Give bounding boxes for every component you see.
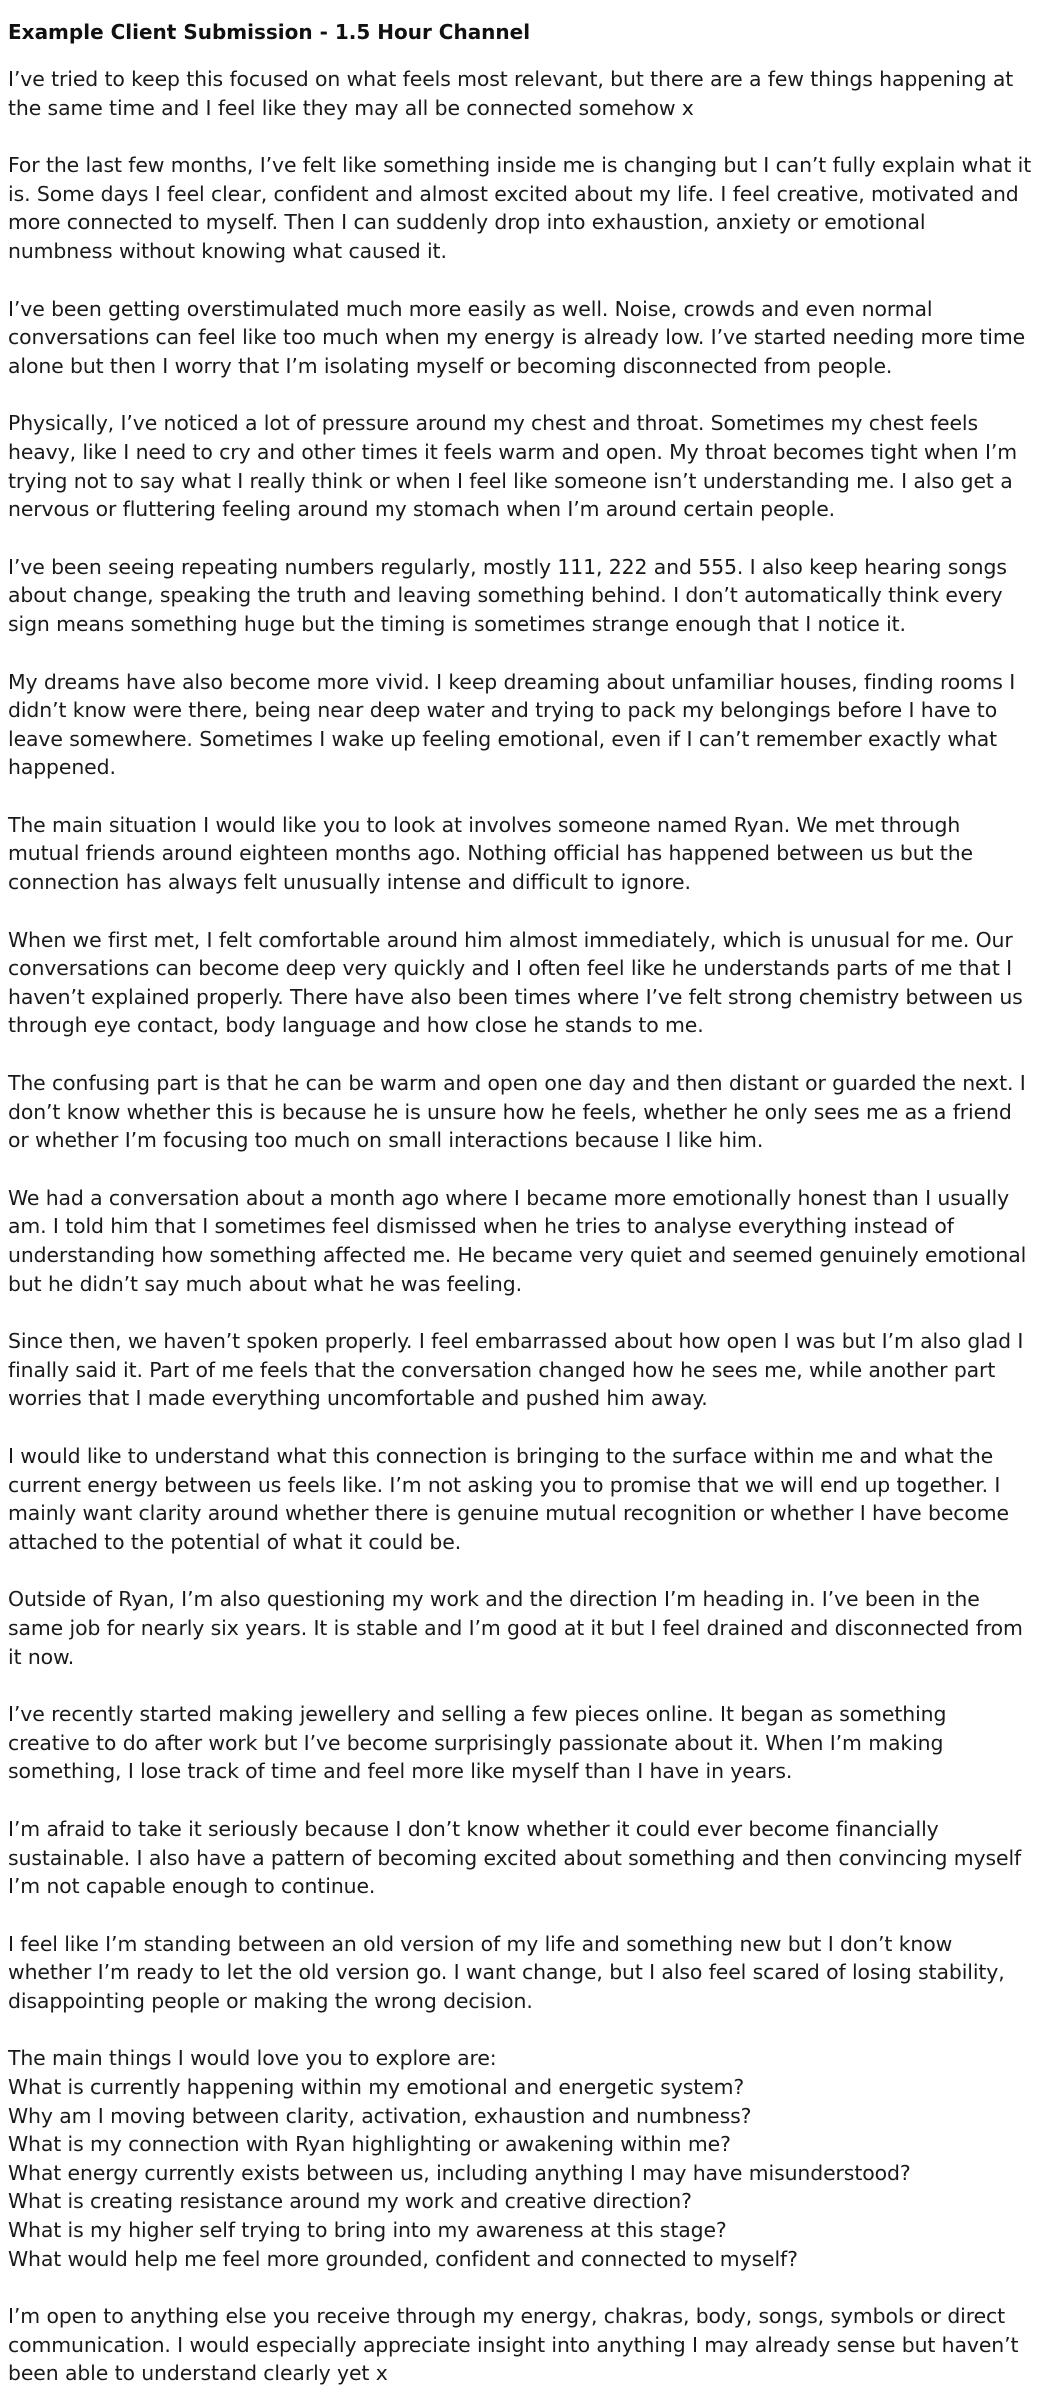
question-item: What would help me feel more grounded, confident and connected to myself?: [8, 2246, 798, 2271]
paragraph: I’ve been getting overstimulated much more easily as well. Noise, crowds and even normal conversations can feel like too much when my energy is already low. I’ve started needing more time alone but then I worry that I’m isolating myself or becoming disconnected from people.: [8, 296, 1026, 378]
question-item: What is currently happening within my emotional and energetic system?: [8, 2075, 745, 2100]
paragraph: I would like to understand what this connection is bringing to the surface within me and what the current energy between us feels like. I’m not asking you to promise that we will end up together. I mainly want clarity around whether there is genuine mutual recognition or whether I have become attached to the potential of what it could be.: [8, 1443, 1009, 1554]
paragraph: I’ve tried to keep this focused on what feels most relevant, but there are a few things happening at the same time and I feel like they may all be connected somehow x: [8, 67, 1014, 120]
questions-intro: The main things I would love you to explore are:: [8, 2046, 497, 2071]
paragraph: I feel like I’m standing between an old version of my life and something new but I don’t know whether I’m ready to let the old version go. I want change, but I also feel scared of losing stability, disappointing people or making the wrong decision.: [8, 1931, 1005, 2013]
paragraph: Outside of Ryan, I’m also questioning my work and the direction I’m heading in. I’ve been in the same job for nearly six years. It is stable and I’m good at it but I feel drained and disconnected from it now.: [8, 1587, 1023, 1669]
paragraph: The confusing part is that he can be warm and open one day and then distant or guarded the next. I don’t know whether this is because he is unsure how he feels, whether he only sees me as a friend or whether I’m focusing too much on small interactions because I like him.: [8, 1071, 1026, 1153]
paragraph: I’m afraid to take it seriously because I don’t know whether it could ever become financially sustainable. I also have a pattern of becoming excited about something and then convincing myself I’m not capable enough to continue.: [8, 1816, 1022, 1899]
paragraph: I’ve been seeing repeating numbers regularly, mostly 111, 222 and 555. I also keep hearing songs about change, speaking the truth and leaving something behind. I don’t automatically think every sign means something huge but the timing is sometimes strange enough that I notice it.: [8, 554, 1007, 636]
paragraph: The main situation I would like you to look at involves someone named Ryan. We met through mutual friends around eighteen months ago. Nothing official has happened between us but the connection has always felt unusually intense and difficult to ignore.: [8, 812, 973, 895]
question-item: What energy currently exists between us, including anything I may have misunderstood?: [8, 2160, 911, 2185]
paragraph: My dreams have also become more vivid. I keep dreaming about unfamiliar houses, finding rooms I didn’t know were there, being near deep water and trying to pack my belongings before I have to leave somewhere. Sometimes I wake up feeling emotional, even if I can’t remember exactly what happened.: [8, 669, 1016, 780]
closing-paragraph: I’m open to anything else you receive through my energy, chakras, body, songs, symbols or direct communication. I would especially appreciate insight into anything I may already sense but haven’t been able to understand clearly yet x: [8, 2304, 1019, 2386]
paragraph: We had a conversation about a month ago where I became more emotionally honest than I usually am. I told him that I sometimes feel dismissed when he tries to analyse everything instead of understanding how something affected me. He became very quiet and seemed genuinely emotional but he didn’t say much about what he was feeling.: [8, 1185, 1027, 1296]
document-title: Example Client Submission - 1.5 Hour Channel: [8, 20, 531, 44]
paragraph: When we first met, I felt comfortable around him almost immediately, which is unusual for me. Our conversations can become deep very quickly and I often feel like he understands parts of me that I haven’t explained properly. There have also been times where I’ve felt strong chemistry between us through eye contact, body language and how close he stands to me.: [8, 927, 1023, 1038]
paragraph: For the last few months, I’ve felt like something inside me is changing but I can’t fully explain what it is. Some days I feel clear, confident and almost excited about my life. I feel creative, motivated and more connected to myself. Then I can suddenly drop into exhaustion, anxiety or emotional numbness without knowing what caused it.: [8, 153, 1032, 263]
question-item: What is my connection with Ryan highlighting or awakening within me?: [8, 2132, 731, 2157]
question-item: Why am I moving between clarity, activation, exhaustion and numbness?: [8, 2103, 752, 2128]
question-item: What is creating resistance around my work and creative direction?: [8, 2189, 692, 2214]
question-item: What is my higher self trying to bring into my awareness at this stage?: [8, 2218, 727, 2243]
paragraph: Physically, I’ve noticed a lot of pressure around my chest and throat. Sometimes my chest feels heavy, like I need to cry and other times it feels warm and open. My throat becomes tight when I’m trying not to say what I really think or when I feel like someone isn’t understanding me. I also get a nervous or fluttering feeling around my stomach when I’m around certain people.: [8, 411, 1018, 522]
paragraph: Since then, we haven’t spoken properly. I feel embarrassed about how open I was but I’m also glad I finally said it. Part of me feels that the conversation changed how he sees me, while another part worries that I made everything uncomfortable and pushed him away.: [8, 1329, 1024, 1411]
paragraph: I’ve recently started making jewellery and selling a few pieces online. It began as something creative to do after work but I’ve become surprisingly passionate about it. When I’m making something, I lose track of time and feel more like myself than I have in years.: [8, 1702, 947, 1784]
questions-list: [8, 2044, 1032, 2273]
